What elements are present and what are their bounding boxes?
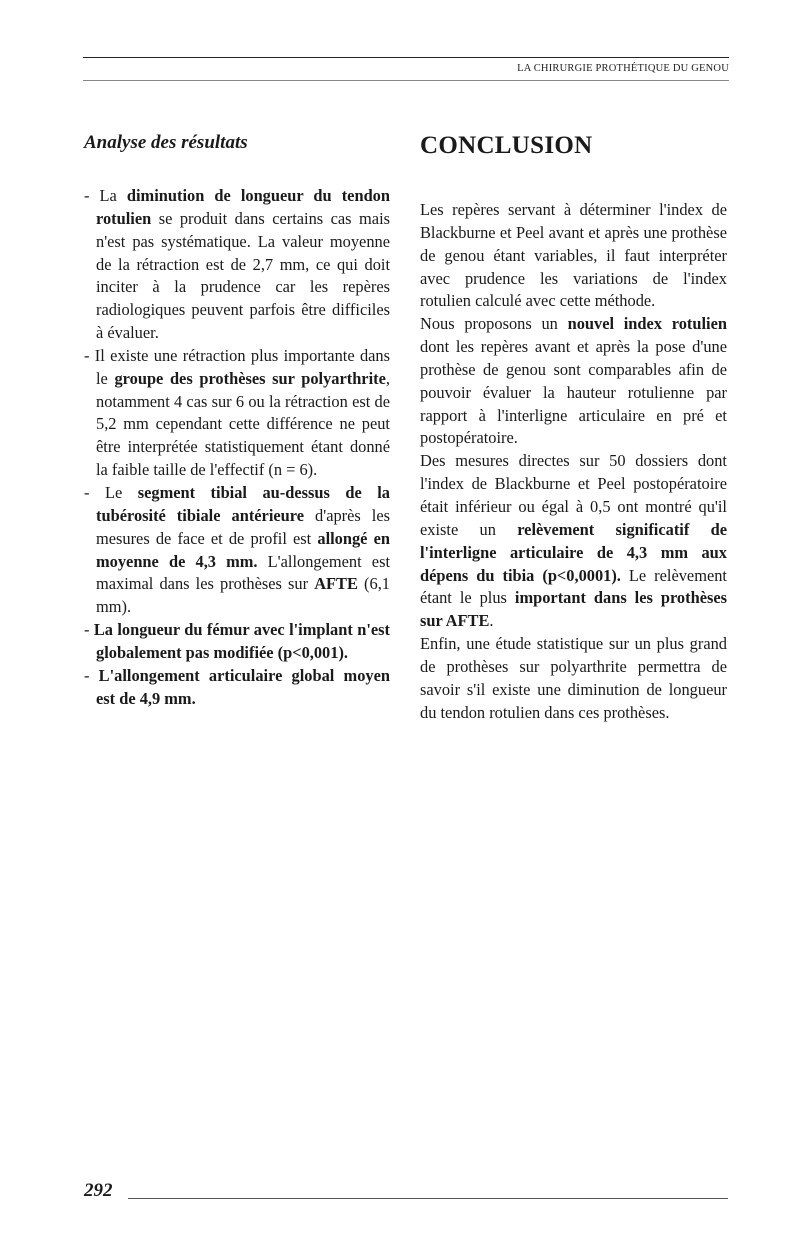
conclusion-body [420, 199, 727, 724]
footer-rule [128, 1198, 728, 1199]
body-text: L'allongement est maximal dans les prothèses sur [96, 551, 390, 594]
body-text: - Il existe une rétraction plus importante dans le [84, 345, 390, 388]
body-text: Des mesures directes sur 50 dossiers dont l'index de Blackburne et Peel postopératoire était inférieur ou égal à 0,5 ont montré qu'il existe un [420, 451, 727, 539]
section-heading-conclusion: CONCLUSION [420, 132, 593, 159]
result-item [84, 619, 390, 665]
body-text: (6,1 mm). [96, 574, 390, 617]
section-heading-results: Analyse des résultats [84, 132, 248, 153]
header-rule [83, 80, 729, 81]
emphasis-text: segment tibial au-dessus de la tubérosité tibiale antérieure [96, 482, 390, 525]
emphasis-text: groupe des prothèses sur polyarthrite [114, 368, 386, 388]
emphasis-text: L'allongement articulaire global moyen est de 4,9 mm. [96, 665, 390, 708]
conclusion-paragraph [420, 450, 727, 633]
body-text: se produit dans certains cas mais n'est pas systématique. La valeur moyenne de la rétraction est de 2,7 mm, ce qui doit inciter à la prudence car les repères radiologiques peuvent parfois être difficiles à évaluer. [96, 208, 390, 343]
body-text: d'après les mesures de face et de profil est [96, 505, 390, 548]
body-text: Les repères servant à déterminer l'index de Blackburne et Peel avant et après une prothèse de genou étant variables, il faut interpréter avec prudence les variations de l'index rotulien calculé avec cette méthode. [420, 200, 727, 311]
emphasis-text: La longueur du fémur avec l'implant n'est globalement pas modifiée (p<0,001). [93, 620, 390, 662]
body-text: Nous proposons un [420, 314, 568, 334]
emphasis-text: diminution de longueur du tendon rotulien [96, 186, 390, 228]
body-text: - Le [84, 482, 138, 502]
result-item [84, 185, 390, 345]
emphasis-text: nouvel index rotulien [567, 314, 727, 334]
emphasis-text: AFTE [314, 574, 358, 594]
result-item [84, 665, 390, 711]
result-item [84, 482, 390, 619]
running-head: LA CHIRURGIE PROTHÉTIQUE DU GENOU [517, 63, 729, 74]
body-text: - [84, 620, 94, 640]
conclusion-paragraph [420, 313, 727, 450]
left-column [84, 129, 390, 710]
body-text: . [489, 611, 494, 631]
body-text: Le relèvement étant le plus [420, 565, 727, 608]
emphasis-text: important dans les prothèses sur AFTE [420, 588, 727, 631]
conclusion-paragraph [420, 199, 727, 313]
emphasis-text: allongé en moyenne de 4,3 mm. [96, 528, 390, 571]
body-text: dont les repères avant et après la pose d'une prothèse de genou sont comparables afin de pouvoir évaluer la hauteur rotulienne par rapport à l'interligne articulaire en pré et postopératoire. [420, 337, 727, 448]
emphasis-text: relèvement significatif de l'interligne articulaire de 4,3 mm aux dépens du tibia (p<0,0001). [420, 519, 727, 585]
body-text: Enfin, une étude statistique sur un plus grand de prothèses sur polyarthrite permettra de savoir s'il existe une diminution de longueur du tendon rotulien dans ces prothèses. [420, 634, 727, 722]
result-item [84, 345, 390, 482]
body-text: , notamment 4 cas sur 6 ou la rétraction est de 5,2 mm cependant cette différence ne peut être interprétée statistiquement étant donné la faible taille de l'effectif (n = 6). [96, 368, 390, 480]
results-list [84, 185, 390, 710]
body-text: - La [84, 186, 127, 205]
right-column [420, 129, 727, 724]
body-text: - [84, 665, 99, 685]
conclusion-paragraph [420, 633, 727, 724]
top-rule [83, 57, 729, 58]
page-number: 292 [84, 1180, 113, 1201]
